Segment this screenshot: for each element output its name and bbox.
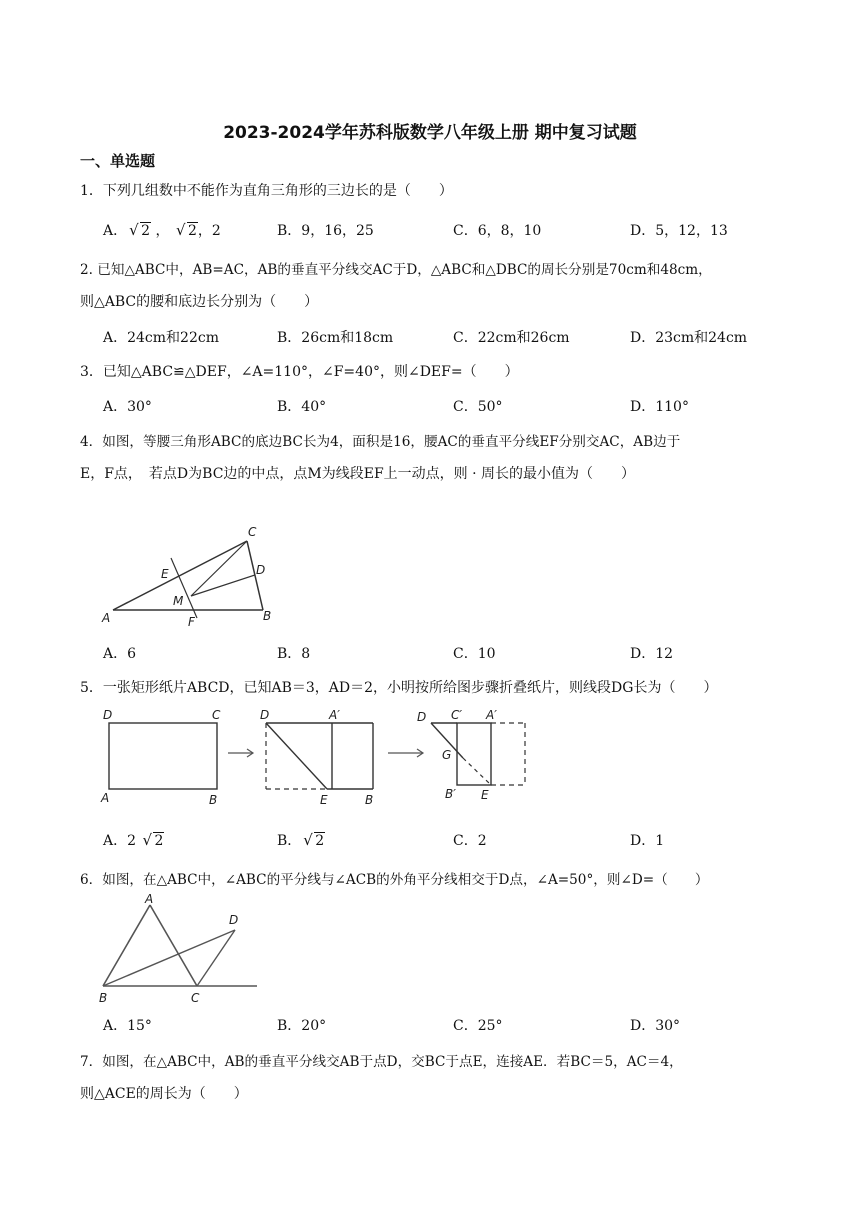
question-5-stem: 5．一张矩形纸片ABCD，已知AB＝3，AD＝2，小明按所给图步骤折叠纸片，则线段DG长为（ ） bbox=[80, 680, 718, 696]
sqrt-symbol: √ 2 bbox=[142, 831, 164, 849]
q2-option-a: A．24cm和22cm bbox=[103, 330, 219, 346]
q6-option-c: C．25° bbox=[453, 1018, 503, 1034]
q5-option-a-prefix: A．2 bbox=[103, 833, 137, 849]
q6-option-d: D．30° bbox=[630, 1018, 681, 1034]
q1-a-tail: ，2 bbox=[197, 223, 221, 239]
label-e: E bbox=[161, 567, 169, 581]
q4-option-b: B．8 bbox=[277, 646, 311, 662]
q2-option-b: B．26cm和18cm bbox=[277, 330, 394, 346]
label-d: D bbox=[256, 563, 266, 577]
sqrt-symbol: √ 2 bbox=[303, 831, 325, 849]
q5-option-b-prefix: B． bbox=[277, 833, 302, 849]
question-2-stem-line1: 2. 已知△ABC中，AB=AC，AB的垂直平分线交AC于D，△ABC和△DBC的周长分别是70cm和48cm， bbox=[80, 262, 712, 278]
q1-option-b: B．9，16，25 bbox=[277, 223, 374, 239]
label-b: B bbox=[263, 609, 272, 623]
fig3-label-b-prime: B′ bbox=[445, 787, 456, 801]
q1-a-radicand-2: 2 bbox=[187, 223, 197, 239]
section-heading: 一、单选题 bbox=[80, 152, 156, 170]
sqrt-symbol: √ 2 bbox=[175, 221, 197, 239]
label-c: C bbox=[191, 991, 200, 1005]
q1-option-a bbox=[103, 220, 221, 240]
fig2-label-d: D bbox=[260, 708, 270, 722]
q6-option-b: B．20° bbox=[277, 1018, 327, 1034]
label-m: M bbox=[173, 594, 184, 608]
label-b: B bbox=[99, 991, 108, 1005]
q6-figure bbox=[95, 890, 265, 1008]
q4-option-d: D．12 bbox=[630, 646, 674, 662]
q5-b-radicand: 2 bbox=[315, 833, 325, 849]
fig3-label-c-prime: C′ bbox=[451, 708, 463, 722]
label-f: F bbox=[188, 615, 195, 629]
q2-option-d: D．23cm和24cm bbox=[630, 330, 748, 346]
q3-option-a: A．30° bbox=[103, 399, 152, 415]
fig2-label-e: E bbox=[320, 793, 328, 807]
q4-option-a: A．6 bbox=[103, 646, 137, 662]
rectangle-abcd bbox=[109, 723, 217, 789]
fig1-label-a: A bbox=[101, 791, 110, 805]
q4-option-c: C．10 bbox=[453, 646, 496, 662]
fig3-label-g: G bbox=[442, 748, 452, 762]
question-3-stem: 3．已知△ABC≌△DEF，∠A=110°，∠F=40°，则∠DEF=（ ） bbox=[80, 364, 519, 380]
fig3-label-d: D bbox=[417, 710, 427, 724]
question-1-stem: 1．下列几组数中不能作为直角三角形的三边长的是（ ） bbox=[80, 183, 453, 199]
q1-option-d: D．5，12，13 bbox=[630, 223, 728, 239]
fig2-crease-de bbox=[266, 723, 327, 789]
q5-option-d: D．1 bbox=[630, 833, 665, 849]
q3-option-c: C．50° bbox=[453, 399, 503, 415]
question-4-stem-line2: E，F点， 若点D为BC边的中点，点M为线段EF上一动点，则 · 周长的最小值为（ ） bbox=[80, 466, 636, 482]
question-2-stem-line2: 则△ABC的腰和底边长分别为（ ） bbox=[80, 294, 319, 310]
q2-option-c: C．22cm和26cm bbox=[453, 330, 570, 346]
question-6-stem: 6．如图，在△ABC中，∠ABC的平分线与∠ACB的外角平分线相交于D点，∠A=50°，则∠D=（ ） bbox=[80, 872, 709, 888]
question-4-stem-line1: 4．如图，等腰三角形ABC的底边BC长为4，面积是16，腰AC的垂直平分线EF分别交AC，AB边于 bbox=[80, 434, 681, 450]
fig1-label-c: C bbox=[212, 708, 221, 722]
fig3-crease-ge-dashed bbox=[463, 758, 491, 785]
fig3-label-e: E bbox=[481, 788, 489, 802]
q3-option-b: B．40° bbox=[277, 399, 327, 415]
q5-option-c: C．2 bbox=[453, 833, 487, 849]
question-7-stem-line2: 则△ACE的周长为（ ） bbox=[80, 1086, 248, 1102]
q4-figure bbox=[95, 520, 280, 630]
line-ef bbox=[171, 558, 197, 618]
fig2-label-a-prime: A′ bbox=[329, 708, 340, 722]
sqrt-symbol: √ 2 bbox=[129, 221, 151, 239]
q3-option-d: D．110° bbox=[630, 399, 689, 415]
label-a: A bbox=[102, 611, 111, 625]
label-c: C bbox=[248, 525, 257, 539]
q5-figure bbox=[95, 703, 545, 808]
fig1-label-b: B bbox=[209, 793, 218, 807]
line-mc bbox=[191, 541, 247, 596]
q1-a-radicand-1: 2 bbox=[141, 223, 151, 239]
q5-option-b bbox=[277, 830, 325, 850]
question-7-stem-line1: 7．如图，在△ABC中，AB的垂直平分线交AB于点D，交BC于点E，连接AE．若BC＝5，AC＝4， bbox=[80, 1054, 683, 1070]
q1-option-c: C．6，8，10 bbox=[453, 223, 542, 239]
page-title: 2023-2024学年苏科版数学八年级上册 期中复习试题 bbox=[223, 123, 637, 143]
fig2-label-b: B bbox=[365, 793, 374, 807]
fig1-label-d: D bbox=[103, 708, 113, 722]
label-a: A bbox=[145, 892, 154, 906]
line-md bbox=[191, 575, 255, 596]
q5-a-radicand: 2 bbox=[154, 833, 164, 849]
q1-a-separator: ， bbox=[155, 223, 170, 239]
label-d: D bbox=[229, 913, 239, 927]
fig3-folded-rect bbox=[457, 723, 491, 785]
line-ba bbox=[103, 905, 150, 986]
q1-option-a-prefix: A． bbox=[103, 223, 128, 239]
q6-option-a: A．15° bbox=[103, 1018, 152, 1034]
q5-option-a bbox=[103, 830, 164, 850]
line-ac bbox=[150, 905, 197, 986]
fig3-label-a-prime: A′ bbox=[486, 708, 497, 722]
